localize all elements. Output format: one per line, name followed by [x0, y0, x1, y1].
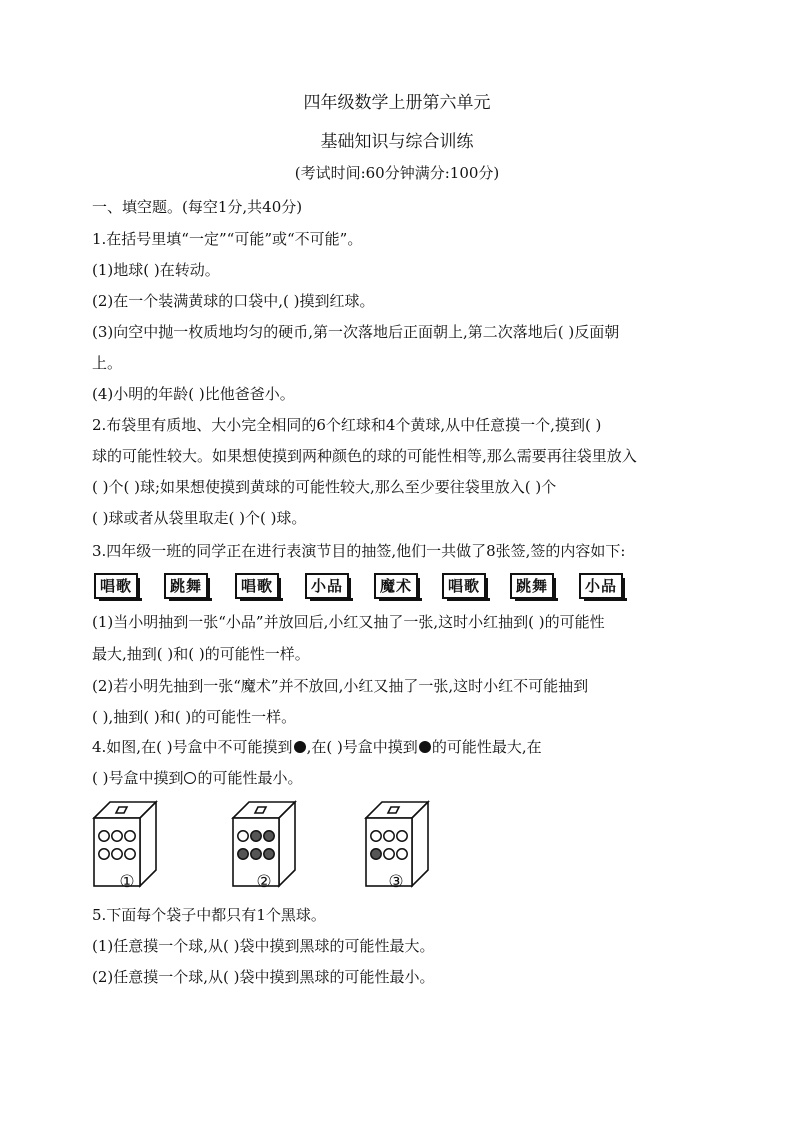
black-ball-icon — [294, 741, 306, 753]
q4-text: ,在( )号盒中摸到 — [306, 738, 418, 756]
white-ball — [238, 831, 248, 841]
lottery-card: 唱歌 — [442, 573, 486, 599]
white-ball — [99, 849, 109, 859]
q4-text: 4.如图,在( )号盒中不可能摸到 — [92, 738, 293, 756]
exam-info: (考试时间:60分钟满分:100分) — [294, 164, 500, 182]
q1-stem: 1.在括号里填“一定”“可能”或“不可能”。 — [92, 230, 363, 248]
white-ball — [397, 831, 407, 841]
white-ball-icon — [184, 772, 196, 784]
q2-line1: 2.布袋里有质地、大小完全相同的6个红球和4个黄球,从中任意摸一个,摸到( ) — [92, 416, 602, 434]
black-ball — [264, 849, 274, 859]
white-ball — [112, 831, 122, 841]
lottery-cards — [92, 573, 632, 603]
black-ball — [371, 849, 381, 859]
white-ball — [112, 849, 122, 859]
lottery-card: 唱歌 — [235, 573, 279, 599]
q4-text: 的可能性最大,在 — [431, 738, 542, 756]
page-title: 四年级数学上册第六单元 — [303, 93, 491, 113]
q5-stem: 5.下面每个袋子中都只有1个黑球。 — [92, 906, 326, 924]
white-ball — [397, 849, 407, 859]
q1-part3-line1: (3)向空中抛一枚质地均匀的硬币,第一次落地后正面朝上,第二次落地后( )反面朝 — [92, 323, 620, 341]
lottery-card: 小品 — [579, 573, 623, 599]
black-ball — [251, 831, 261, 841]
lottery-card: 魔术 — [374, 573, 418, 599]
q2-line4: ( )球或者从袋里取走( )个( )球。 — [92, 509, 307, 527]
box-3-label: ③ — [388, 872, 404, 892]
white-ball — [384, 849, 394, 859]
box-side-face — [140, 802, 156, 886]
white-ball — [99, 831, 109, 841]
q5-part2: (2)任意摸一个球,从( )袋中摸到黑球的可能性最小。 — [92, 968, 435, 986]
q2-line2: 球的可能性较大。如果想使摸到两种颜色的球的可能性相等,那么需要再往袋里放入 — [92, 447, 637, 465]
q3-part2-line2: ( ),抽到( )和( )的可能性一样。 — [92, 708, 297, 726]
black-ball — [251, 849, 261, 859]
box-1-label: ① — [119, 872, 135, 892]
section-heading: 一、填空题。(每空1分,共40分) — [92, 198, 303, 216]
lottery-card: 跳舞 — [510, 573, 554, 599]
q4-line1 — [92, 737, 542, 757]
q3-part1-line2: 最大,抽到( )和( )的可能性一样。 — [92, 645, 310, 663]
lottery-card: 跳舞 — [164, 573, 208, 599]
box-side-face — [412, 802, 428, 886]
white-ball — [125, 849, 135, 859]
q1-part1: (1)地球( )在转动。 — [92, 261, 220, 279]
page-subtitle: 基础知识与综合训练 — [320, 132, 474, 152]
q3-part2-line1: (2)若小明先抽到一张“魔术”并不放回,小红又抽了一张,这时小红不可能抽到 — [92, 677, 589, 695]
box-side-face — [279, 802, 295, 886]
box-3-figure — [362, 800, 462, 895]
lottery-card: 唱歌 — [94, 573, 138, 599]
box-2-figure — [229, 800, 329, 895]
box-2-label: ② — [256, 872, 272, 892]
q3-stem: 3.四年级一班的同学正在进行表演节目的抽签,他们一共做了8张签,签的内容如下: — [92, 542, 626, 560]
q4-text: 的可能性最小。 — [197, 769, 303, 787]
black-ball-icon — [419, 741, 431, 753]
q1-part4: (4)小明的年龄( )比他爸爸小。 — [92, 385, 295, 403]
white-ball — [371, 831, 381, 841]
q1-part3-line2: 上。 — [92, 354, 123, 372]
q1-part2: (2)在一个装满黄球的口袋中,( )摸到红球。 — [92, 292, 375, 310]
black-ball — [264, 831, 274, 841]
lottery-card: 小品 — [305, 573, 349, 599]
q5-part1: (1)任意摸一个球,从( )袋中摸到黑球的可能性最大。 — [92, 937, 435, 955]
black-ball — [238, 849, 248, 859]
q3-part1-line1: (1)当小明抽到一张“小品”并放回后,小红又抽了一张,这时小红抽到( )的可能性 — [92, 613, 605, 631]
white-ball — [384, 831, 394, 841]
q4-line2 — [92, 768, 303, 788]
q4-text: ( )号盒中摸到 — [92, 769, 184, 787]
white-ball — [125, 831, 135, 841]
q2-line3: ( )个( )球;如果想使摸到黄球的可能性较大,那么至少要往袋里放入( )个 — [92, 478, 557, 496]
